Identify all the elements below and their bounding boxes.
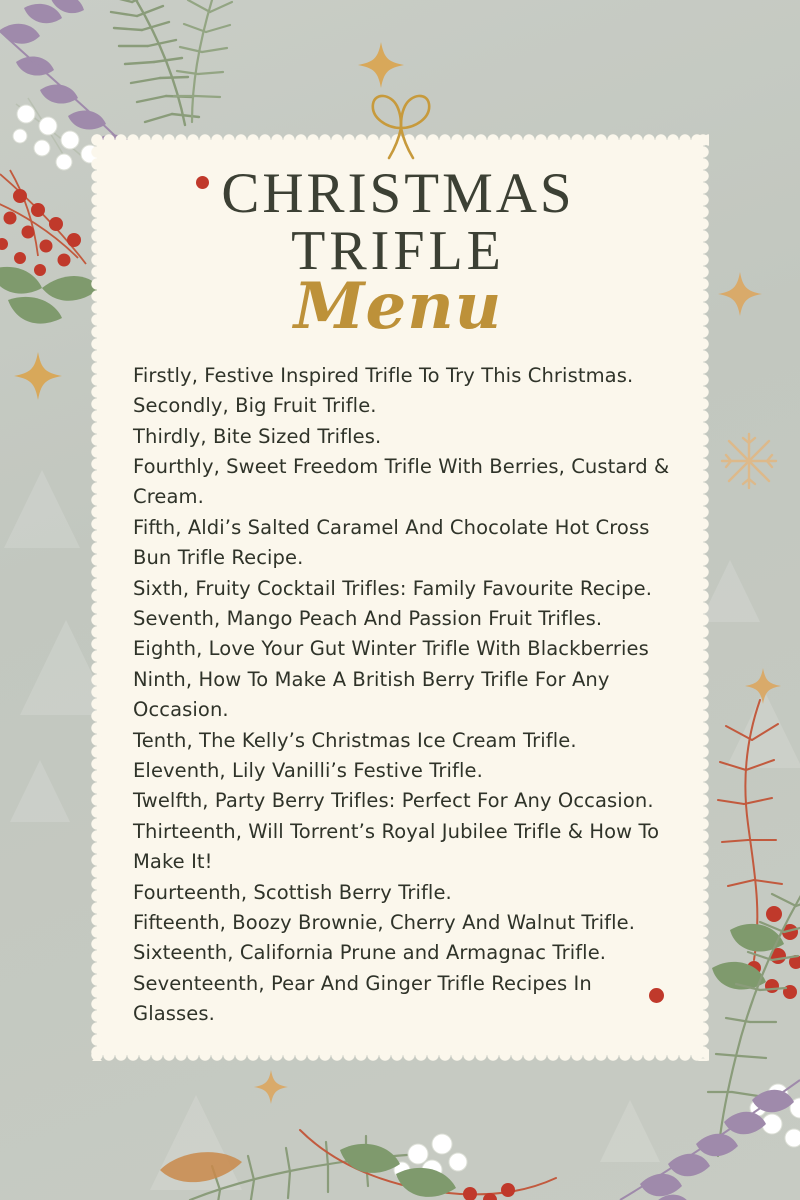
star-icon — [718, 272, 762, 316]
list-item: Seventeenth, Pear And Ginger Trifle Recipes In Glasses. — [133, 971, 592, 1026]
christmas-tree-icon — [700, 560, 760, 622]
christmas-tree-icon — [726, 690, 800, 768]
menu-card — [97, 140, 703, 1055]
list-item: Eighth, Love Your Gut Winter Trifle With Blackberries — [133, 637, 649, 661]
snowflake-icon — [718, 430, 780, 492]
menu-list — [119, 361, 677, 1030]
list-item: Fifth, Aldi’s Salted Caramel And Chocolate Hot Cross Bun Trifle Recipe. — [133, 515, 650, 570]
star-icon — [358, 42, 404, 88]
list-item: Thirteenth, Will Torrent’s Royal Jubilee Trifle & How To Make It! — [133, 819, 660, 874]
list-item: Firstly, Festive Inspired Trifle To Try This Christmas. — [133, 363, 634, 387]
list-item: Seventh, Mango Peach And Passion Fruit Trifles. — [133, 606, 603, 630]
list-item: Ninth, How To Make A British Berry Trifle For Any Occasion. — [133, 667, 610, 722]
christmas-tree-icon — [600, 1100, 660, 1162]
list-item: Thirdly, Bite Sized Trifles. — [133, 424, 382, 448]
list-item: Eleventh, Lily Vanilli’s Festive Trifle. — [133, 759, 483, 783]
title-script: Menu — [293, 268, 503, 344]
star-icon — [254, 1070, 288, 1104]
christmas-tree-icon — [4, 470, 80, 548]
title-line-2: TRIFLE — [291, 219, 505, 282]
list-item: Fourthly, Sweet Freedom Trifle With Berries, Custard & Cream. — [133, 454, 670, 509]
list-item: Fifteenth, Boozy Brownie, Cherry And Walnut Trifle. — [133, 911, 636, 935]
title-line-1: CHRISTMAS — [221, 162, 575, 225]
red-berry-sprig-icon — [300, 1090, 560, 1200]
list-item: Twelfth, Party Berry Trifles: Perfect For Any Occasion. — [133, 789, 654, 813]
berry-dot-icon — [649, 988, 664, 1003]
list-item: Sixteenth, California Prune and Armagnac Trifle. — [133, 941, 607, 965]
list-item: Secondly, Big Fruit Trifle. — [133, 394, 377, 418]
list-item: Fourteenth, Scottish Berry Trifle. — [133, 880, 452, 904]
christmas-tree-icon — [10, 760, 70, 822]
list-item: Tenth, The Kelly’s Christmas Ice Cream Trifle. — [133, 728, 577, 752]
star-icon — [14, 352, 62, 400]
christmas-tree-icon — [150, 1095, 242, 1190]
berry-dot-icon — [196, 176, 209, 189]
page-title — [119, 162, 677, 344]
list-item: Sixth, Fruity Cocktail Trifles: Family Favourite Recipe. — [133, 576, 652, 600]
